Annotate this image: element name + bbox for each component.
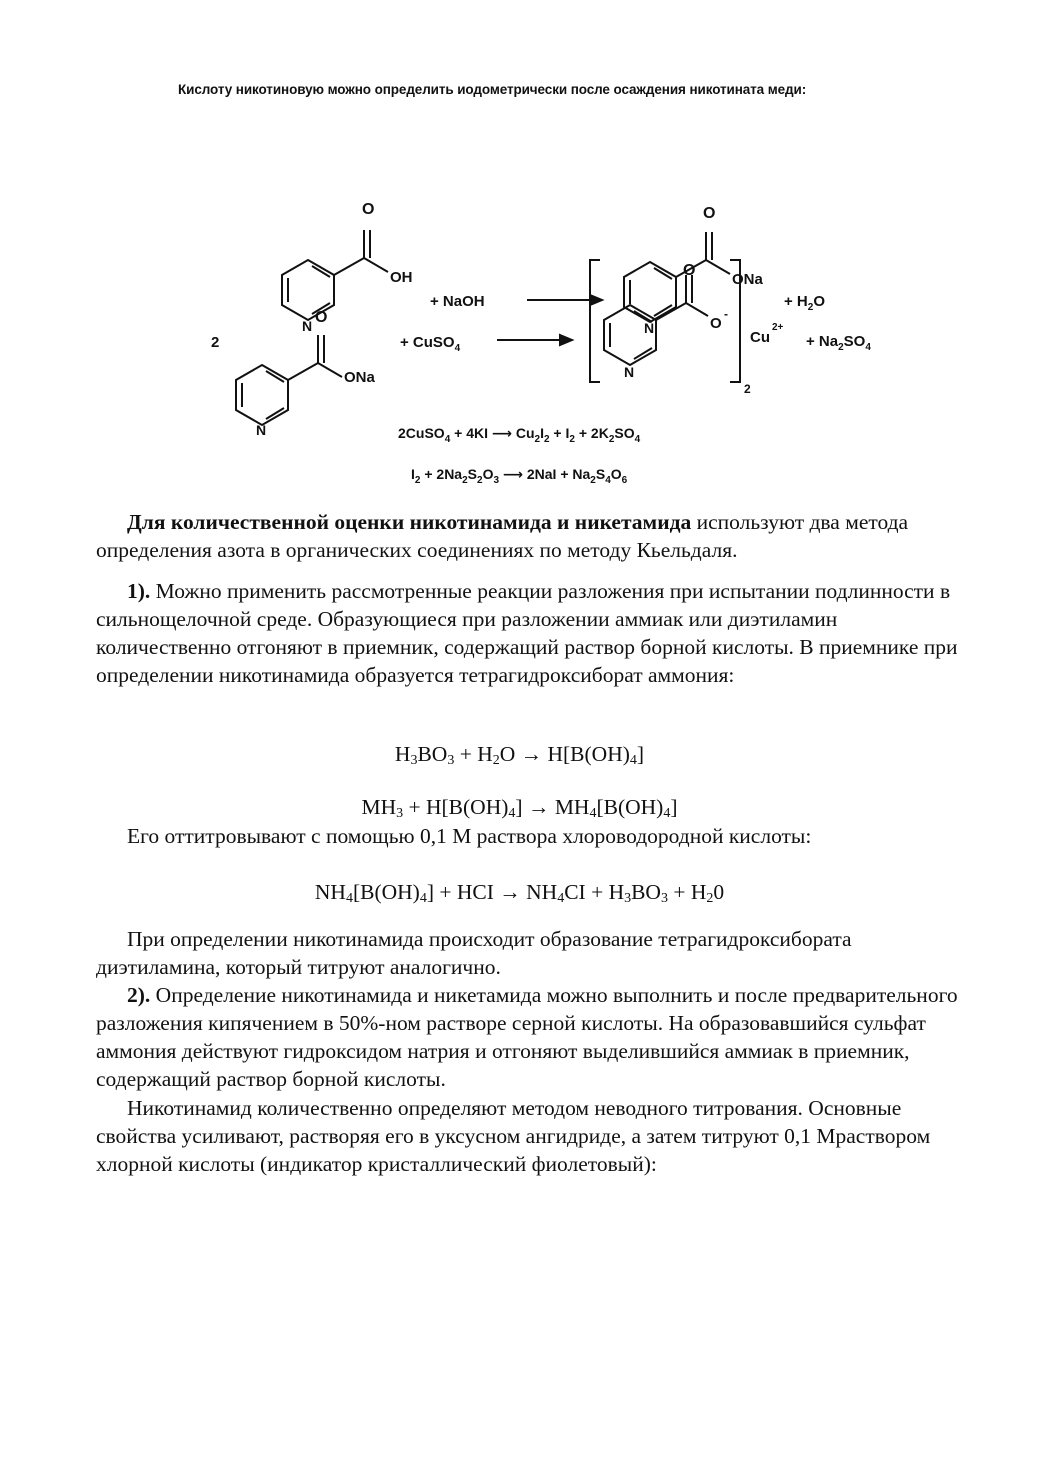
r1-ring-n: N [302, 318, 313, 334]
r2-complex-carbonyl-o: O [683, 262, 696, 279]
equation-3: 2CuSO$_4$ + 4KI ⟶ $Cu_2I_2 + I_2 + 2K_2SO_4$ [398, 425, 641, 445]
paragraph-2-text: Можно применить рассмотренные реакции разложения при испытании подлинности в сильнощелочной среде. Образующиеся при разложении аммиак или диэтиламин количественно отгоняют в приемник, содержащий раствор борной кислоты. В приемнике при определении никотинамида образуется тетрагидроксиборат аммония: [96, 579, 958, 687]
equation-4: $I_2 + 2Na_2S_2O_3$ ⟶ $2NaI + Na_2S_4O_6$ [411, 466, 628, 486]
paragraph-1-bold: Для количественной оценки никотинамида и никетамида [127, 510, 692, 534]
r2-byproduct: + $Na_2SO_4$ [806, 333, 871, 353]
r1-byproduct: + $H_2O$ [784, 293, 825, 313]
r1-reagent: + NaOH [430, 293, 485, 310]
r2-ring-n: N [256, 422, 267, 438]
r2-anion-o: O [710, 315, 722, 332]
paragraph-1-rest: используют два метода определения азота в органических соединениях по методу Кьельдаля. [96, 510, 909, 562]
r1-product-ring-n: N [644, 320, 655, 336]
paragraph-2 [96, 577, 976, 689]
r2-bracket-index: 2 [744, 382, 751, 396]
r2-complex-ring-n: N [624, 364, 635, 380]
r1-acid-group: OH [390, 269, 413, 286]
r1-product-group: ONa [732, 271, 763, 288]
formula-2: $MH_3 + H[B(OH)_4] \to MH_4[B(OH)_4]$ [361, 795, 678, 821]
r2-coefficient: 2 [211, 334, 220, 351]
r2-reagent: + CuSO$_4$ [400, 334, 461, 354]
formula-3: $NH_4[B(OH)_4]$ + HCI → $NH_4CI + H_3BO_3 + H_20$ [314, 880, 725, 906]
paragraph-6: Никотинамид количественно определяют методом неводного титрования. Основные свойства усиливают, растворяя его в уксусном ангидриде, а затем титруют 0,1 Мраствором хлорной кислоты (индикатор кристаллический фиолетовый): [96, 1096, 931, 1176]
pyridine-ring-3 [236, 365, 288, 425]
paragraph-5-text: Определение никотинамида и никетамида можно выполнить и после предварительного разложения кипячением в 50%-ном растворе серной кислоты. На образовавшийся сульфат аммония действуют гидроксидом натрия и отгоняют выделившийся аммиак в приемник, содержащий раствор борной кислоты. [96, 983, 958, 1091]
paragraph-5-marker: 2). [127, 983, 151, 1007]
paragraph-5 [96, 981, 976, 1093]
r2-cation: Cu [750, 329, 770, 346]
paragraph-4: При определении никотинамида происходит образование тетрагидроксибората диэтиламина, который титруют аналогично. [96, 927, 852, 979]
formula-1: $H_3BO_3 + H_2O \to H[B(OH)_4]$ [394, 742, 645, 768]
r2-salt-group: ONa [344, 369, 375, 386]
paragraph-1 [96, 508, 976, 564]
r2-anion-charge: - [724, 307, 728, 321]
paragraph-3: Его оттитровывают с помощью 0,1 М раствора хлороводородной кислоты: [127, 824, 812, 848]
r2-carbonyl-o: O [315, 309, 328, 326]
r1-product-carbonyl-o: O [703, 205, 716, 222]
r2-cation-charge: 2+ [772, 322, 784, 333]
r1-carbonyl-o: O [362, 201, 375, 218]
paragraph-2-marker: 1). [127, 579, 151, 603]
figure-caption: Кислоту никотиновую можно определить иодометрически после осаждения никотината меди: [178, 82, 807, 97]
